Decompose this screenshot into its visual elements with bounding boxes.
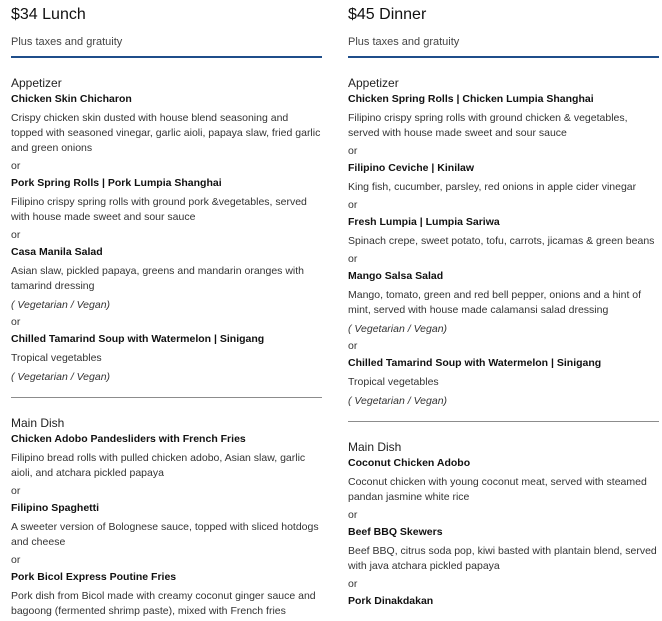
dinner-appetizer-item-name: Chicken Spring Rolls | Chicken Lumpia Shanghai [348, 93, 594, 105]
dinner-main-item-desc: Coconut chicken with young coconut meat, served with steamed pandan jasmine white rice [348, 476, 647, 503]
lunch-appetizer-item-name: Chicken Skin Chicharon [11, 93, 132, 105]
dinner-appetizer-item-name: Mango Salsa Salad [348, 270, 444, 282]
or-separator: or [348, 509, 358, 521]
lunch-title-divider [11, 56, 322, 58]
dinner-menu [348, 0, 659, 608]
dinner-main-item-name: Coconut Chicken Adobo [348, 457, 471, 469]
lunch-appetizer-item-desc: Asian slaw, pickled papaya, greens and mandarin oranges with tamarind dressing [11, 265, 305, 292]
dinner-appetizer-item-desc: Filipino crispy spring rolls with ground chicken & vegetables, served with house made sweet and sour sauce [348, 112, 628, 139]
or-separator: or [348, 578, 358, 590]
lunch-menu [11, 0, 322, 619]
dinner-main-item-name: Pork Dinakdakan [348, 595, 434, 607]
lunch-appetizer-heading: Appetizer [11, 76, 62, 90]
dinner-title-divider [348, 56, 659, 58]
dinner-main-item-desc: Beef BBQ, citrus soda pop, kiwi basted with plantain blend, served with java atchara pickled papaya [348, 545, 657, 572]
or-separator: or [348, 340, 358, 352]
or-separator: or [11, 160, 21, 172]
lunch-main-item-name: Pork Bicol Express Poutine Fries [11, 571, 177, 583]
diet-note: ( Vegetarian / Vegan) [348, 395, 448, 407]
lunch-appetizer-item-desc: Crispy chicken skin dusted with house blend seasoning and topped with seasoned vinegar, garlic aioli, papaya slaw, fried garlic and green onions [11, 112, 321, 154]
dinner-subtitle: Plus taxes and gratuity [348, 36, 460, 48]
lunch-main-item-desc: Filipino bread rolls with pulled chicken adobo, Asian slaw, garlic aioli, and atchara pickled papaya [11, 452, 306, 479]
dinner-section-divider [348, 421, 659, 422]
lunch-main-heading: Main Dish [11, 416, 65, 430]
dinner-title: $45 Dinner [348, 6, 427, 23]
lunch-section-divider [11, 397, 322, 398]
or-separator: or [11, 485, 21, 497]
lunch-appetizer-item-name: Casa Manila Salad [11, 246, 103, 258]
diet-note: ( Vegetarian / Vegan) [11, 371, 111, 383]
lunch-appetizer-item-desc: Filipino crispy spring rolls with ground pork &vegetables, served with house made sweet and sour sauce [11, 196, 307, 223]
lunch-appetizer-item-name: Pork Spring Rolls | Pork Lumpia Shanghai [11, 177, 222, 189]
or-separator: or [11, 229, 21, 241]
lunch-appetizer-item-desc: Tropical vegetables [11, 352, 102, 364]
dinner-appetizer-item-name: Filipino Ceviche | Kinilaw [348, 162, 475, 174]
dinner-appetizer-item-name: Chilled Tamarind Soup with Watermelon | Sinigang [348, 357, 602, 369]
dinner-appetizer-item-desc: Tropical vegetables [348, 376, 439, 388]
lunch-main-item-desc: A sweeter version of Bolognese sauce, topped with sliced hotdogs and cheese [11, 521, 319, 548]
or-separator: or [11, 316, 21, 328]
dinner-appetizer-item-desc: Mango, tomato, green and red bell pepper, onions and a hint of mint, served with house made calamansi salad dressing [348, 289, 642, 316]
dinner-appetizer-item-desc: King fish, cucumber, parsley, red onions in apple cider vinegar [348, 181, 637, 193]
dinner-appetizer-heading: Appetizer [348, 76, 399, 90]
diet-note: ( Vegetarian / Vegan) [11, 299, 111, 311]
lunch-main-item-desc: Pork dish from Bicol made with creamy coconut ginger sauce and bagoong (fermented shrimp paste), mixed with French fries [11, 590, 316, 617]
or-separator: or [11, 554, 21, 566]
lunch-main-item-name: Filipino Spaghetti [11, 502, 100, 514]
dinner-appetizer-item-desc: Spinach crepe, sweet potato, tofu, carrots, jicamas & green beans [348, 235, 655, 247]
dinner-main-heading: Main Dish [348, 440, 402, 454]
dinner-appetizer-item-name: Fresh Lumpia | Lumpia Sariwa [348, 216, 500, 228]
dinner-main-item-name: Beef BBQ Skewers [348, 526, 443, 538]
diet-note: ( Vegetarian / Vegan) [348, 323, 448, 335]
lunch-subtitle: Plus taxes and gratuity [11, 36, 123, 48]
lunch-main-item-name: Chicken Adobo Pandesliders with French Fries [11, 433, 246, 445]
lunch-appetizer-item-name: Chilled Tamarind Soup with Watermelon | Sinigang [11, 333, 265, 345]
or-separator: or [348, 253, 358, 265]
or-separator: or [348, 145, 358, 157]
or-separator: or [348, 199, 358, 211]
lunch-title: $34 Lunch [11, 6, 86, 23]
